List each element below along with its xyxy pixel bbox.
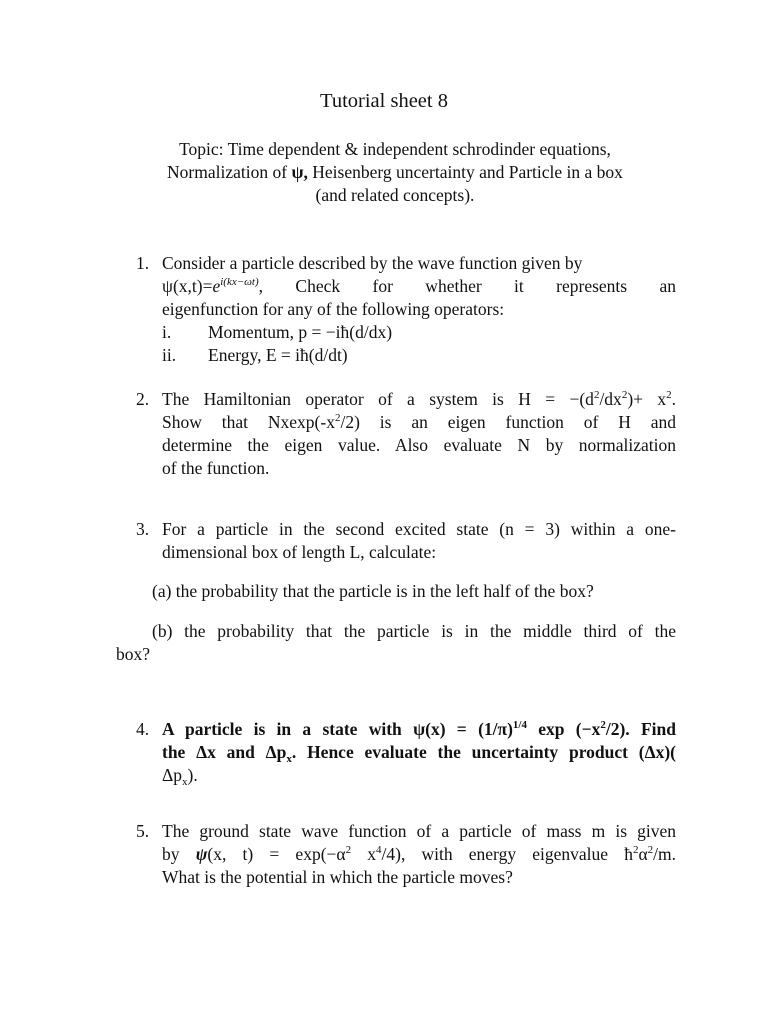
question-number: 2. [136,389,150,409]
question-number: 4. [136,719,150,739]
page-title: Tutorial sheet 8 [320,90,448,112]
question-2: 2. The Hamiltonian operator of a system is $H = -(d^2/dx^2)+ x^2$. Show that $Nxexp(-x^2/2)$ is an eigen function of H and determine the eigen value. Also evaluate N by normalization of the function. [136,389,677,478]
topic-line-2: Normalization of ψ, Heisenberg uncertainty and Particle in a box [167,162,623,182]
question-1: 1. Consider a particle described by the wave function given by $\psi(x,t)=e^{i(kx-\omega t)}$, Check for whether it represents an eigenfunction for any of the following operators: i. Momentum, p = −iħ(d/dx) ii. Energy, E = iħ(d/dt) [136,253,676,365]
topic-line-1: Topic: Time dependent & independent schrodinder equations, [179,139,611,159]
operator-item-energy: ii. Energy, E = iħ(d/dt) [162,345,348,365]
question-number: 5. [136,821,150,841]
question-3: 3. For a particle in the second excited state (n = 3) within a one- dimensional box of length L, calculate: [136,519,676,562]
topic-line-3: (and related concepts). [315,185,475,205]
question-3-part-b: (b) the probability that the particle is in the middle third of the box? [116,621,676,664]
topic-block [110,138,680,207]
question-number: 3. [136,519,150,539]
question-4: 4. A particle is in a state with $\psi(x) = (1/\pi)^{1/4}$ $\exp (-x^2/2)$. Find the Δx and $\Delta p_x$. Hence evaluate the uncertainty product (Δx)( $\Delta p_x$). [136,719,676,788]
question-number: 1. [136,253,150,273]
question-5: 5. The ground state wave function of a particle of mass m is given by ψ(x, $t) = \exp(-\alpha^2$ $x^4/4$), with energy eigenvalue $ħ^2\alpha^2/m$. What is the potential in which the particle moves? [136,821,676,887]
operator-item-momentum: i. Momentum, p = −iħ(d/dx) [162,322,393,342]
question-3-part-a: (a) the probability that the particle is in the left half of the box? [152,581,594,601]
